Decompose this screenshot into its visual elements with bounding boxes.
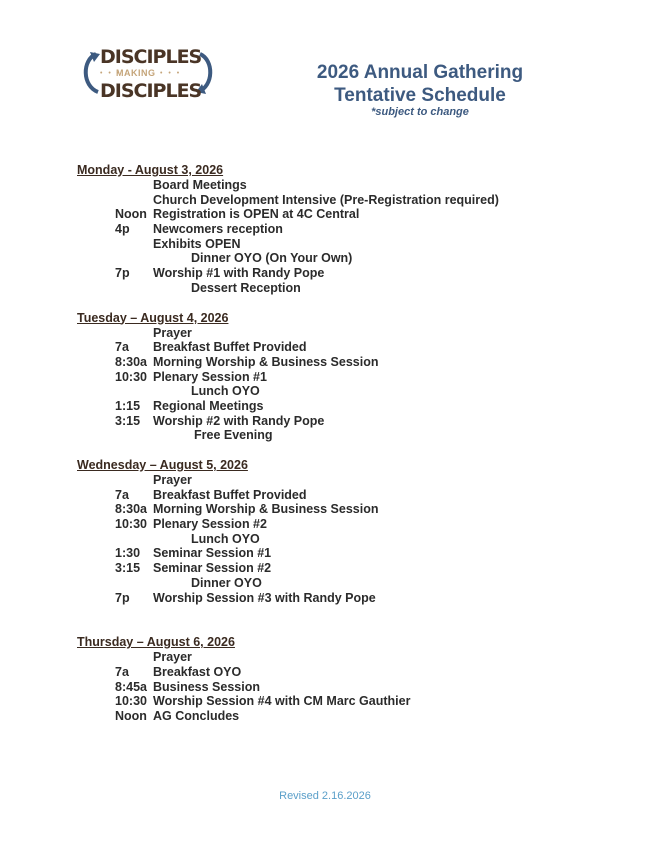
row-time: 10:30	[115, 694, 147, 709]
row-item: Breakfast OYO	[153, 664, 242, 679]
schedule-row	[0, 340, 650, 355]
page-title-line-1: 2026 Annual Gathering	[316, 62, 524, 83]
schedule-row	[0, 370, 650, 385]
row-item: Morning Worship & Business Session	[153, 502, 379, 517]
row-item: Lunch OYO	[191, 384, 260, 399]
page-title-line-2: Tentative Schedule	[334, 85, 506, 106]
day-block	[0, 635, 650, 723]
row-item: Worship #1 with Randy Pope	[153, 266, 325, 281]
logo-dots-right: • • •	[160, 70, 182, 77]
row-item: Seminar Session #2	[153, 561, 272, 576]
schedule-row	[0, 251, 650, 266]
row-item: Newcomers reception	[153, 222, 283, 237]
row-time: 1:30	[115, 546, 141, 561]
schedule-row	[0, 576, 650, 591]
row-item: Regional Meetings	[153, 398, 264, 413]
schedule-row	[0, 178, 650, 193]
schedule-row	[0, 561, 650, 576]
row-item: Worship Session #4 with CM Marc Gauthier	[153, 694, 411, 709]
day-heading: Tuesday – August 4, 2026	[77, 310, 229, 325]
row-time: Noon	[115, 708, 147, 723]
day-block	[0, 163, 650, 296]
row-time: 8:30a	[115, 502, 147, 517]
row-time: 7p	[115, 590, 130, 605]
schedule-row	[0, 694, 650, 709]
subject-to-change-note: *subject to change	[371, 106, 469, 118]
row-time: 10:30	[115, 517, 147, 532]
day-heading: Monday - August 3, 2026	[77, 163, 224, 177]
schedule-row	[0, 399, 650, 414]
row-item: Business Session	[153, 679, 260, 694]
row-time: 7a	[115, 664, 129, 679]
schedule-row	[0, 237, 650, 252]
row-time: Noon	[115, 207, 147, 222]
row-time: 7a	[115, 340, 129, 355]
schedule-row	[0, 502, 650, 517]
row-item: Prayer	[153, 325, 192, 340]
row-time: 8:45a	[115, 679, 147, 694]
row-item: Exhibits OPEN	[153, 236, 241, 251]
schedule-row	[0, 266, 650, 281]
logo-text-bottom: DISCIPLES	[100, 80, 202, 102]
row-time: 1:15	[115, 398, 141, 413]
row-item: Dinner OYO	[191, 575, 262, 590]
schedule-row	[0, 222, 650, 237]
schedule-row	[0, 680, 650, 695]
revised-date: Revised 2.16.2026	[279, 790, 371, 802]
schedule-row	[0, 355, 650, 370]
schedule-row	[0, 665, 650, 680]
schedule-row	[0, 546, 650, 561]
logo-text-top: DISCIPLES	[100, 46, 202, 68]
row-item: Dessert Reception	[191, 280, 301, 295]
row-item: Lunch OYO	[191, 531, 260, 546]
row-item: Seminar Session #1	[153, 546, 272, 561]
row-item: Free Evening	[194, 428, 273, 443]
row-item: Breakfast Buffet Provided	[153, 340, 307, 355]
schedule-row	[0, 650, 650, 665]
row-time: 3:15	[115, 413, 141, 428]
schedule-row	[0, 488, 650, 503]
day-heading: Thursday – August 6, 2026	[77, 635, 235, 650]
schedule-row	[0, 428, 650, 443]
row-item: Worship #2 with Randy Pope	[153, 413, 325, 428]
schedule-row	[0, 517, 650, 532]
row-time: 7a	[115, 487, 129, 502]
schedule-row	[0, 193, 650, 208]
row-time: 10:30	[115, 369, 147, 384]
row-item: Plenary Session #2	[153, 517, 267, 532]
row-item: Plenary Session #1	[153, 369, 267, 384]
logo-text-middle: MAKING	[116, 68, 156, 78]
row-item: Morning Worship & Business Session	[153, 354, 379, 369]
schedule-row	[0, 591, 650, 606]
schedule-row	[0, 207, 650, 222]
row-item: Prayer	[153, 473, 192, 487]
day-heading: Wednesday – August 5, 2026	[77, 458, 248, 472]
row-time: 8:30a	[115, 354, 147, 369]
row-item: Church Development Intensive (Pre-Registration required)	[153, 192, 499, 207]
schedule	[0, 163, 650, 739]
schedule-row	[0, 326, 650, 341]
schedule-row	[0, 384, 650, 399]
row-item: Dinner OYO (On Your Own)	[191, 251, 353, 266]
row-item: Board Meetings	[153, 178, 247, 192]
row-item: Breakfast Buffet Provided	[153, 487, 307, 502]
row-item: AG Concludes	[153, 708, 240, 723]
logo	[78, 42, 218, 104]
day-block	[0, 458, 650, 605]
row-time: 7p	[115, 266, 130, 281]
schedule-row	[0, 414, 650, 429]
schedule-row	[0, 281, 650, 296]
row-time: 3:15	[115, 561, 141, 576]
schedule-row	[0, 473, 650, 488]
row-item: Prayer	[153, 650, 192, 665]
row-item: Worship Session #3 with Randy Pope	[153, 590, 376, 605]
schedule-row	[0, 709, 650, 724]
day-block	[0, 311, 650, 444]
schedule-row	[0, 532, 650, 547]
logo-dots-left: • • •	[100, 70, 122, 77]
row-item: Registration is OPEN at 4C Central	[153, 207, 360, 222]
row-time: 4p	[115, 222, 130, 237]
